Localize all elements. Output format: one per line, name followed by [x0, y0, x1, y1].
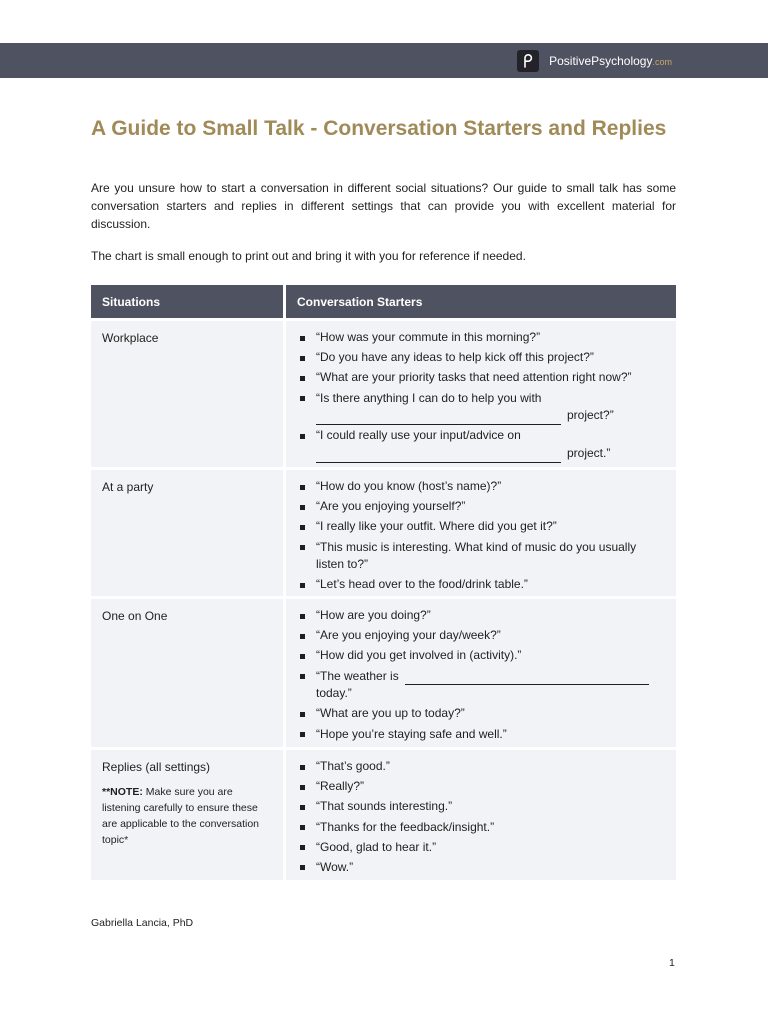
author-credit: Gabriella Lancia, PhD [91, 917, 194, 929]
page-number: 1 [669, 957, 675, 969]
brand-name: PositivePsychology [549, 54, 653, 68]
starter-list [298, 607, 656, 743]
list-item: “What are your priority tasks that need attention right now?” [298, 369, 656, 387]
list-item [298, 668, 656, 703]
list-item: “That’s good.” [298, 758, 656, 776]
list-item: “Hope you’re staying safe and well.” [298, 726, 656, 744]
list-item-text-end: today.” [316, 686, 352, 701]
list-item: “This music is interesting. What kind of music do you usually listen to?” [298, 539, 656, 574]
note-label: **NOTE: [102, 786, 143, 798]
list-item: “Wow.” [298, 859, 656, 877]
list-item: “What are you up to today?” [298, 705, 656, 723]
starters-cell [286, 599, 676, 747]
brand-domain: .com [652, 57, 672, 67]
list-item: “How do you know (host’s name)?” [298, 478, 656, 496]
list-item: “Do you have any ideas to help kick off this project?” [298, 349, 656, 367]
table-row-workplace [91, 321, 676, 467]
conversation-table [91, 285, 676, 880]
list-item-text-end: project?” [567, 408, 614, 423]
fill-in-blank [316, 410, 561, 425]
fill-in-blank [316, 448, 561, 463]
starter-list [298, 478, 656, 594]
header-conversation-starters: Conversation Starters [286, 285, 676, 318]
table-row-one-on-one [91, 599, 676, 747]
list-item: “Really?” [298, 778, 656, 796]
note-text: Make sure you are listening carefully to ensure these are applicable to the conversation topic* [102, 786, 260, 846]
list-item [298, 390, 656, 425]
starters-cell [286, 470, 676, 596]
situation-cell [91, 321, 283, 467]
brand-wordmark [549, 52, 672, 70]
replies-note [102, 784, 273, 848]
starters-cell [286, 750, 676, 880]
p-logo-icon [517, 50, 539, 72]
fill-in-blank [405, 670, 649, 685]
intro-note: The chart is small enough to print out and bring it with you for reference if needed. [91, 249, 526, 263]
list-item: “Are you enjoying yourself?” [298, 498, 656, 516]
situation-cell [91, 470, 283, 596]
brand[interactable] [517, 50, 672, 72]
situation-label: Replies (all settings) [102, 760, 211, 774]
list-item: “I really like your outfit. Where did you get it?” [298, 518, 656, 536]
list-item-text: “Is there anything I can do to help you with [316, 390, 542, 405]
starter-list [298, 329, 656, 463]
starters-cell [286, 321, 676, 467]
intro-paragraph: Are you unsure how to start a conversation in different social situations? Our guide to small talk has some conversation starters and replies in different settings that can provide you with excellent material for discussion. [91, 181, 676, 231]
list-item: “How are you doing?” [298, 607, 656, 625]
situation-label: Workplace [102, 331, 159, 345]
list-item: “Let’s head over to the food/drink table.” [298, 576, 656, 594]
table-row-party [91, 470, 676, 596]
page-title: A Guide to Small Talk - Conversation Starters and Replies [91, 117, 667, 140]
reply-list [298, 758, 656, 877]
table-header [91, 285, 676, 318]
list-item-text: “I could really use your input/advice on [316, 428, 521, 443]
list-item-text-end: project.” [567, 445, 611, 460]
header-bar [0, 43, 768, 78]
list-item: “How did you get involved in (activity).” [298, 647, 656, 665]
list-item: “Good, glad to hear it.” [298, 839, 656, 857]
list-item [298, 427, 656, 462]
situation-label: One on One [102, 609, 168, 623]
list-item: “Thanks for the feedback/insight.” [298, 819, 656, 837]
list-item-text: “The weather is [316, 668, 399, 683]
list-item: “That sounds interesting.” [298, 798, 656, 816]
list-item: “How was your commute in this morning?” [298, 329, 656, 347]
table-row-replies [91, 750, 676, 880]
situation-cell [91, 599, 283, 747]
situation-label: At a party [102, 480, 154, 494]
list-item: “Are you enjoying your day/week?” [298, 627, 656, 645]
header-situations: Situations [91, 285, 283, 318]
situation-cell [91, 750, 283, 880]
